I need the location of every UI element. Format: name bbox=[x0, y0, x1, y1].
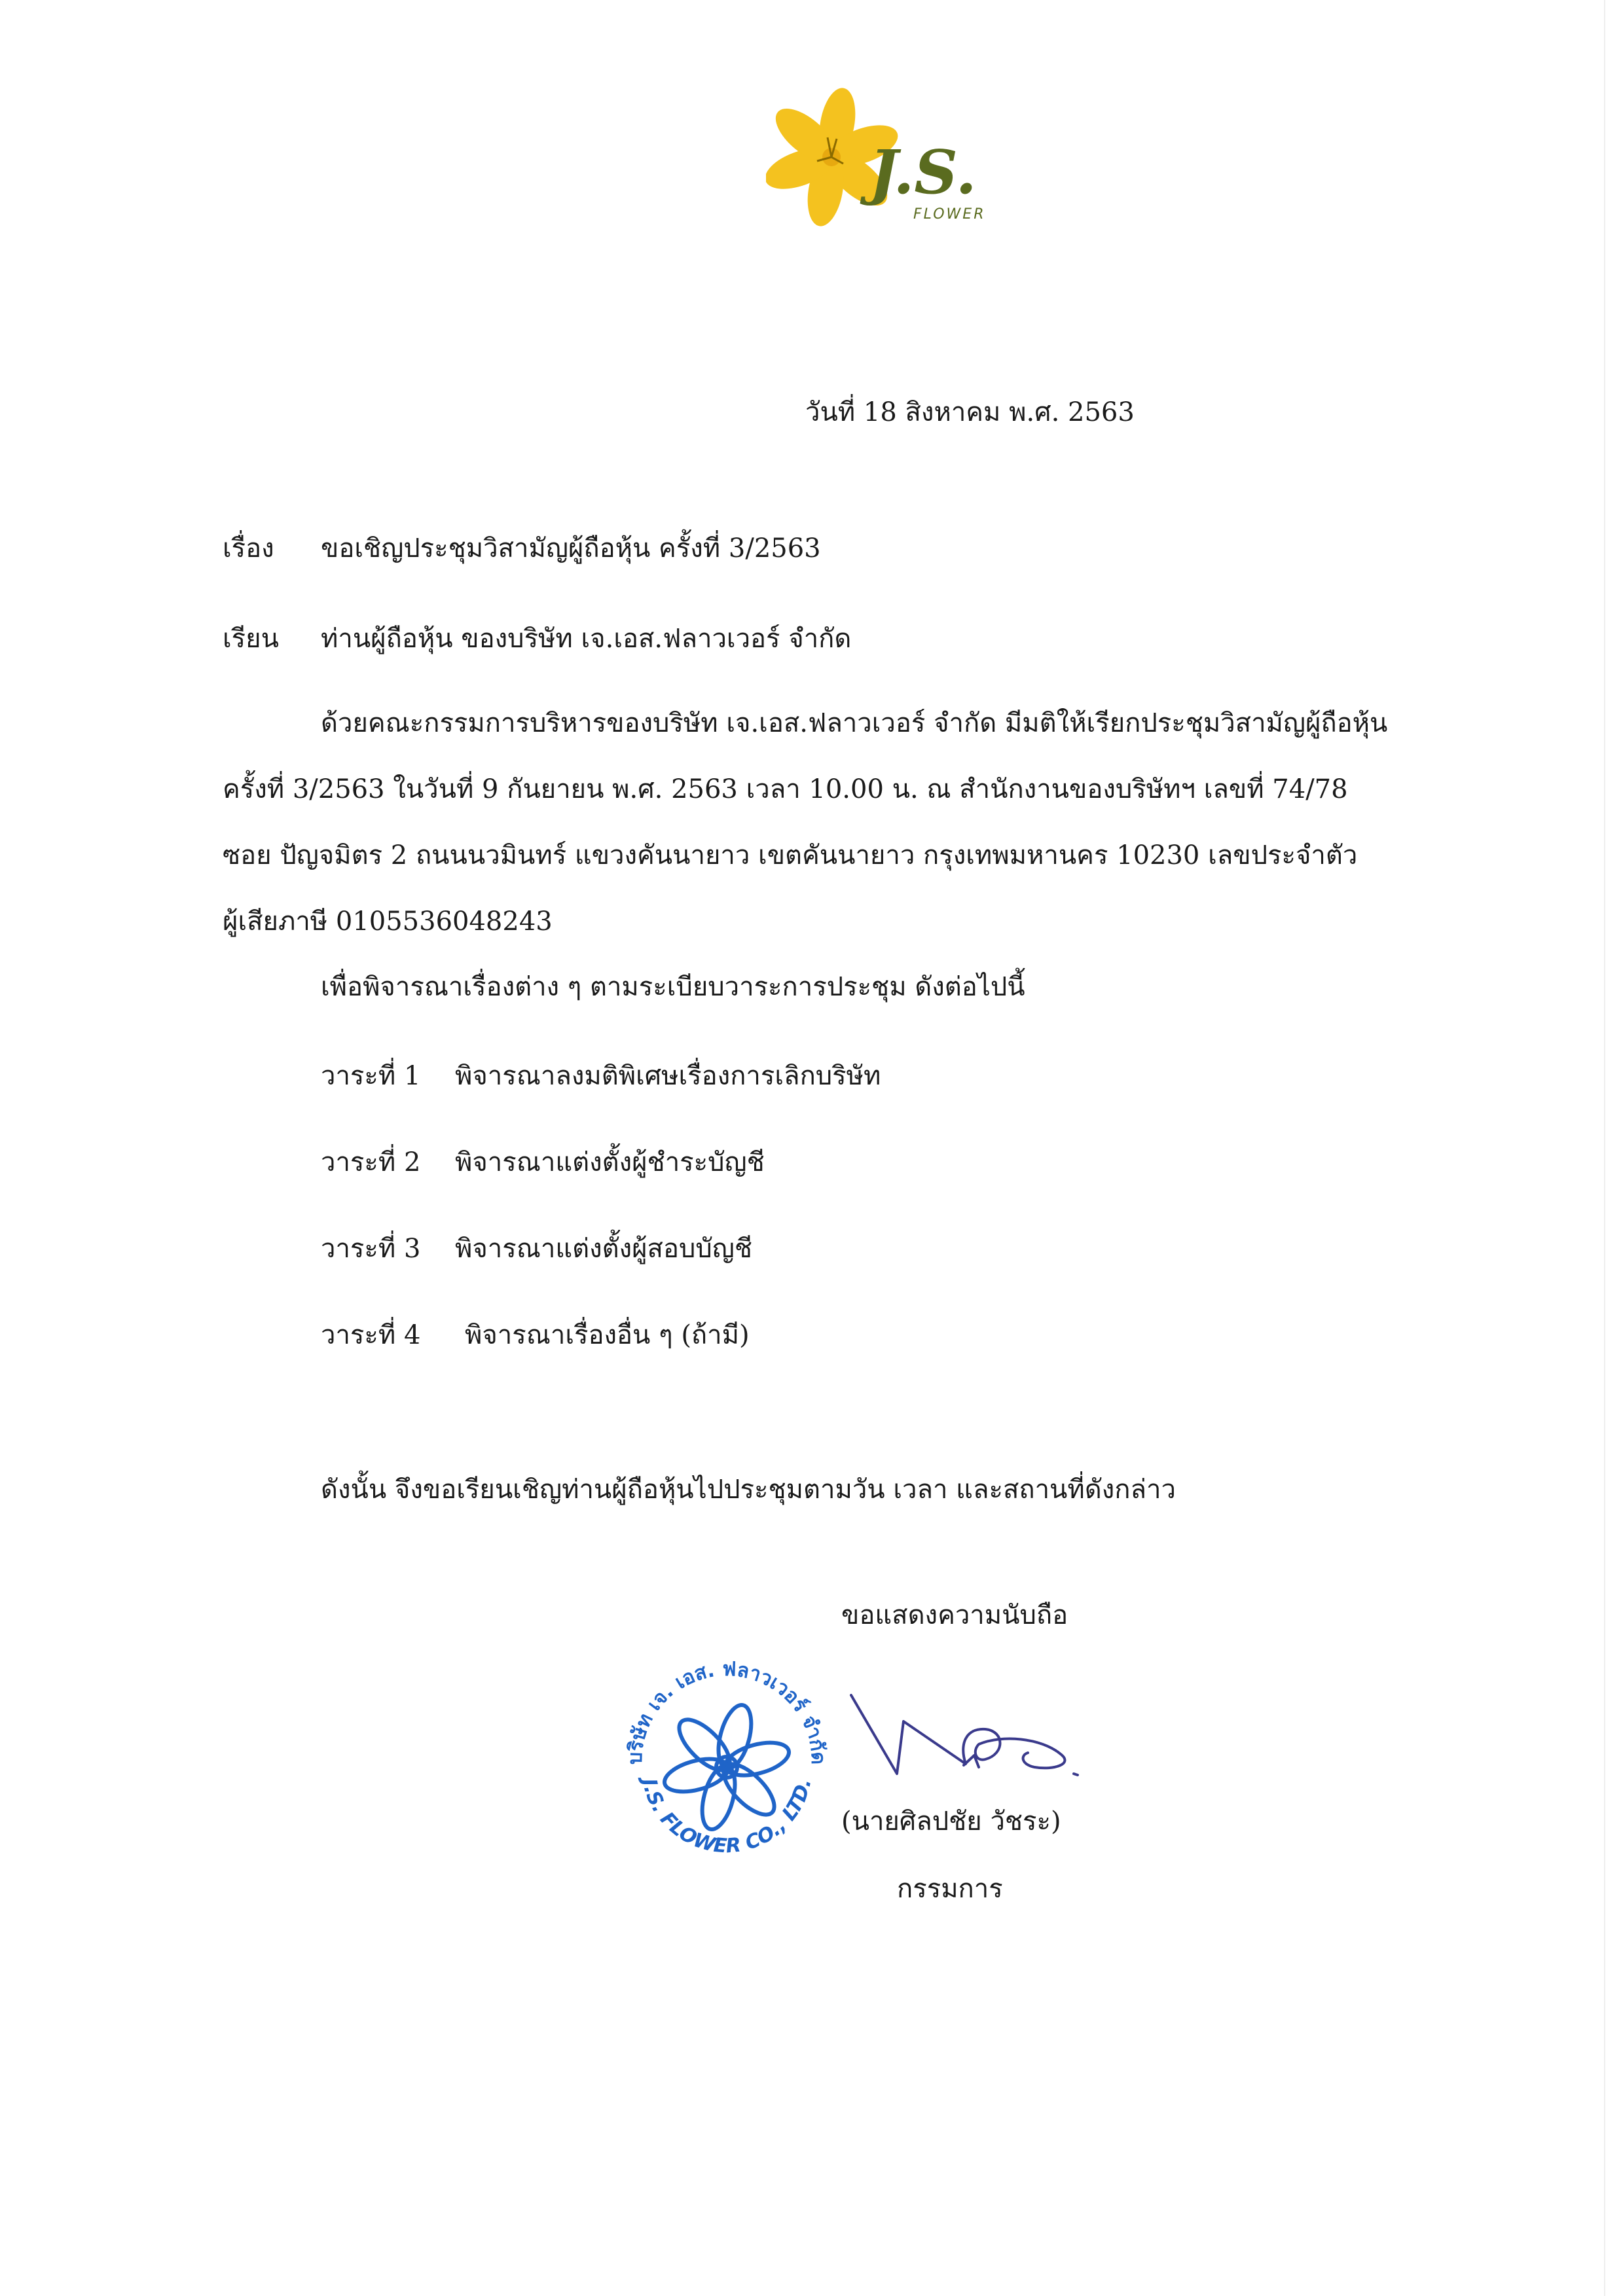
body-line: ผู้เสียภาษี 0105536048243 bbox=[223, 906, 553, 937]
regards-line: ขอแสดงความนับถือ bbox=[841, 1600, 1068, 1630]
signer-title: กรรมการ bbox=[897, 1874, 1003, 1904]
company-logo bbox=[766, 79, 1002, 229]
subject-text: ขอเชิญประชุมวิสามัญผู้ถือหุ้น ครั้งที่ 3/2563 bbox=[321, 533, 821, 564]
agenda-item-text: พิจารณาลงมติพิเศษเรื่องการเลิกบริษัท bbox=[455, 1061, 881, 1091]
agenda-item-text: พิจารณาแต่งตั้งผู้ชำระบัญชี bbox=[455, 1147, 765, 1177]
body-line: ซอย ปัญจมิตร 2 ถนนนวมินทร์ แขวงคันนายาว เขตคันนายาว กรุงเทพมหานคร 10230 เลขประจำตัว bbox=[223, 840, 1358, 870]
logo-sub-text: FLOWER bbox=[913, 206, 986, 223]
scan-edge-line bbox=[1604, 0, 1605, 2296]
recipient-label: เรียน bbox=[223, 624, 279, 654]
stamp-bottom-text: J.S. FLOWER CO., LTD. bbox=[637, 1776, 816, 1858]
agenda-item-text: พิจารณาแต่งตั้งผู้สอบบัญชี bbox=[455, 1234, 753, 1264]
agenda-item-text: พิจารณาเรื่องอื่น ๆ (ถ้ามี) bbox=[465, 1320, 750, 1350]
agenda-item-number: วาระที่ 2 bbox=[321, 1147, 421, 1177]
agenda-item-number: วาระที่ 4 bbox=[321, 1320, 421, 1350]
signer-name: (นายศิลปชัย วัชระ) bbox=[841, 1806, 1061, 1837]
agenda-item-number: วาระที่ 3 bbox=[321, 1234, 421, 1264]
subject-label: เรื่อง bbox=[223, 533, 274, 564]
company-stamp bbox=[615, 1597, 838, 1924]
body-line: ด้วยคณะกรรมการบริหารของบริษัท เจ.เอส.ฟลาวเวอร์ จำกัด มีมติให้เรียกประชุมวิสามัญผู้ถือหุ้น bbox=[321, 708, 1388, 738]
stamp-petal bbox=[671, 1712, 738, 1778]
stamp-top-text: บริษัท เจ. เอส. ฟลาวเวอร์ จำกัด bbox=[623, 1657, 830, 1765]
agenda-item-number: วาระที่ 1 bbox=[321, 1061, 421, 1091]
recipient-text: ท่านผู้ถือหุ้น ของบริษัท เจ.เอส.ฟลาวเวอร์ จำกัด bbox=[321, 624, 852, 654]
body-line: ครั้งที่ 3/2563 ในวันที่ 9 กันยายน พ.ศ. 2563 เวลา 10.00 น. ณ สำนักงานของบริษัทฯ เลขที่ 74/78 bbox=[223, 774, 1348, 804]
logo-brand-text: J.S. bbox=[869, 137, 977, 207]
agenda-intro: เพื่อพิจารณาเรื่องต่าง ๆ ตามระเบียบวาระการประชุม ดังต่อไปนี้ bbox=[321, 972, 1025, 1002]
closing-line: ดังนั้น จึงขอเรียนเชิญท่านผู้ถือหุ้นไปประชุมตามวัน เวลา และสถานที่ดังกล่าว bbox=[321, 1475, 1176, 1505]
date-line: วันที่ 18 สิงหาคม พ.ศ. 2563 bbox=[805, 397, 1135, 427]
signature bbox=[845, 1682, 1093, 1793]
